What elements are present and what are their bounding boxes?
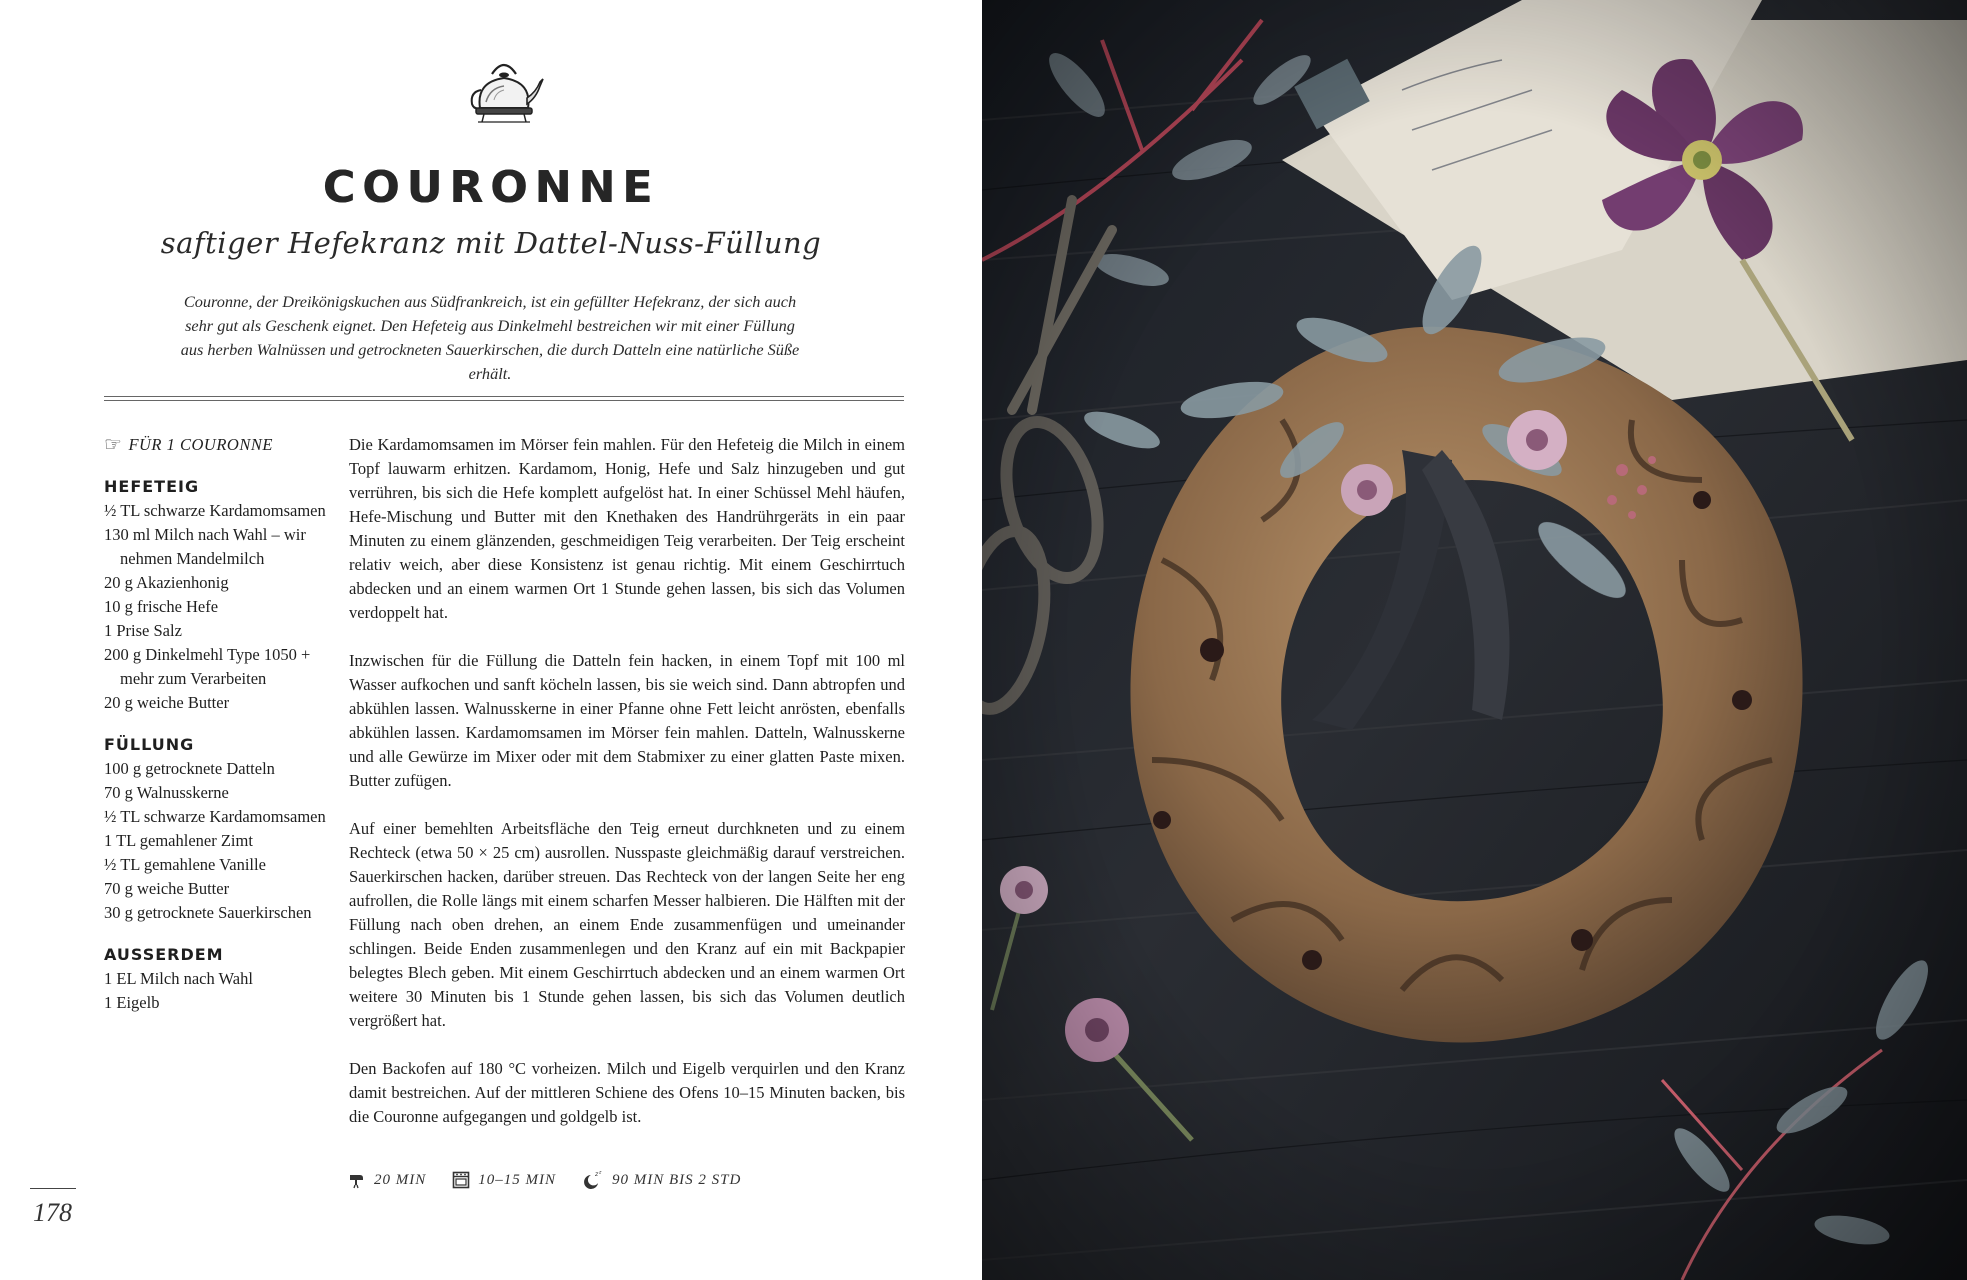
method-paragraph: Den Backofen auf 180 °C vorheizen. Milch und Eigelb verquirlen und den Kranz damit bestreichen. Auf der mittleren Schiene des Ofens 10–15 Minuten backen, bis die Couronne aufgegangen und goldgelb ist. [349, 1059, 905, 1126]
method-column [349, 433, 905, 1153]
rest-time-label: 90 MIN BIS 2 STD [612, 1171, 742, 1188]
recipe-title: COURONNE [322, 162, 660, 213]
ingredient-item: 100 g getrocknete Datteln [104, 759, 275, 778]
method-paragraph: Die Kardamomsamen im Mörser fein mahlen. Für den Hefeteig die Milch in einem Topf lauwarm erhitzen. Kardamom, Honig, Hefe und Salz hinzugeben und gut verrühren, bis sich die Hefe komplett aufgelöst hat. In einer Schüssel Mehl häufen, Hefe-Mischung und Butter mit den Knethaken des Handrührgeräts in ein paar Minuten zu einem glänzenden, geschmeidigen Teig verarbeiten. Der Teig erscheint relativ weich, aber diese Konsistenz ist genau richtig. Mit einem Geschirrtuch abdecken und an einem warmen Ort 1 Stunde gehen lassen, bis sich das Volumen verdoppelt hat. [349, 435, 905, 622]
ingredient-item: 30 g getrocknete Sauerkirschen [104, 903, 312, 922]
ingredient-section-title: AUSSERDEM [104, 945, 224, 964]
ingredient-item: 200 g Dinkelmehl Type 1050 + mehr zum Verarbeiten [104, 645, 311, 688]
divider [104, 400, 904, 401]
prep-time-label: 20 MIN [374, 1171, 427, 1188]
kettle-icon [464, 52, 544, 126]
svg-text:z: z [595, 1171, 600, 1178]
bake-time [452, 1171, 556, 1189]
rest-time [582, 1170, 741, 1190]
ingredient-item: 1 Prise Salz [104, 621, 182, 640]
method-paragraph: Auf einer bemehlten Arbeitsfläche den Teig erneut durchkneten und zu einem Rechteck (etwa 50 × 25 cm) ausrollen. Nusspaste gleichmäßig darauf verstreichen. Sauerkirschen hacken, darüber streuen. Das Rechteck von der langen Seite her eng aufrollen, die Rolle längs mit einem scharfen Messer halbieren. Die Hälften mit der Füllung nach oben drehen, an einem Ende zusammenfügen und umeinander schlingen. Beide Enden zusammenlegen und den Kranz auf ein mit Backpapier belegtes Blech geben. Mit einem Geschirrtuch abdecken und an einem warmen Ort weitere 30 Minuten bis 1 Stunde gehen lassen, bis sich das Volumen deutlich vergrößert hat. [349, 819, 905, 1030]
ingredient-item: 130 ml Milch nach Wahl – wir nehmen Mandelmilch [104, 525, 306, 568]
ingredient-item: 1 TL gemahlener Zimt [104, 831, 253, 850]
ingredient-section-title: FÜLLUNG [104, 735, 195, 754]
ingredient-item: 20 g weiche Butter [104, 693, 230, 712]
time-info [348, 1170, 741, 1190]
ingredient-item: ½ TL schwarze Kardamomsamen [104, 807, 326, 826]
ingredient-item: 70 g weiche Butter [104, 879, 230, 898]
bake-time-label: 10–15 MIN [478, 1171, 556, 1188]
pointing-hand-icon: ☞ [104, 434, 123, 456]
ingredient-item: 20 g Akazienhonig [104, 573, 229, 592]
ingredient-item: 10 g frische Hefe [104, 597, 219, 616]
ingredient-list [104, 967, 329, 1015]
sleep-moon-icon [582, 1170, 604, 1190]
ingredients-column [104, 433, 329, 1015]
serves-line [104, 433, 329, 457]
ingredient-item: 1 Eigelb [104, 993, 160, 1012]
method-paragraph: Inzwischen für die Füllung die Datteln fein hacken, in einem Topf mit 100 ml Wasser aufkochen und sanft köcheln lassen, bis sie weich sind. Dann abtropfen und abkühlen lassen. Walnusskerne in einer Pfanne ohne Fett leicht anrösten, ebenfalls abkühlen lassen. Kardamomsamen im Mörser fein mahlen. Datteln, Walnusskerne und alle Gewürze im Mixer oder mit dem Stabmixer zu einer glatten Paste mixen. Butter zufügen. [349, 651, 905, 790]
ingredient-item: 70 g Walnusskerne [104, 783, 229, 802]
ingredient-list [104, 499, 329, 715]
ingredient-list [104, 757, 329, 925]
page-number: 178 [33, 1198, 72, 1227]
ingredient-item: 1 EL Milch nach Wahl [104, 969, 253, 988]
ingredient-item: ½ TL gemahlene Vanille [104, 855, 266, 874]
oven-icon [452, 1171, 470, 1189]
svg-text:z: z [599, 1170, 603, 1176]
recipe-intro: Couronne, der Dreikönigskuchen aus Südfrankreich, ist ein gefüllter Hefekranz, der sich auch sehr gut als Geschenk eignet. Den Hefeteig aus Dinkelmehl bestreichen wir mit einer Füllung aus herben Walnüssen und getrockneten Sauerkirschen, die durch Datteln eine natürliche Süße erhält. [180, 292, 800, 383]
recipe-page [0, 0, 982, 1280]
ingredient-section-title: HEFETEIG [104, 477, 200, 496]
prep-time [348, 1171, 426, 1189]
ingredient-item: ½ TL schwarze Kardamomsamen [104, 501, 326, 520]
recipe-subtitle: saftiger Hefekranz mit Dattel-Nuss-Füllung [160, 226, 822, 260]
serves-label: FÜR 1 COURONNE [128, 435, 273, 454]
page-number-rule [30, 1188, 76, 1189]
mixer-icon [348, 1171, 366, 1189]
couronne-photo [982, 0, 1967, 1280]
divider [104, 396, 904, 397]
